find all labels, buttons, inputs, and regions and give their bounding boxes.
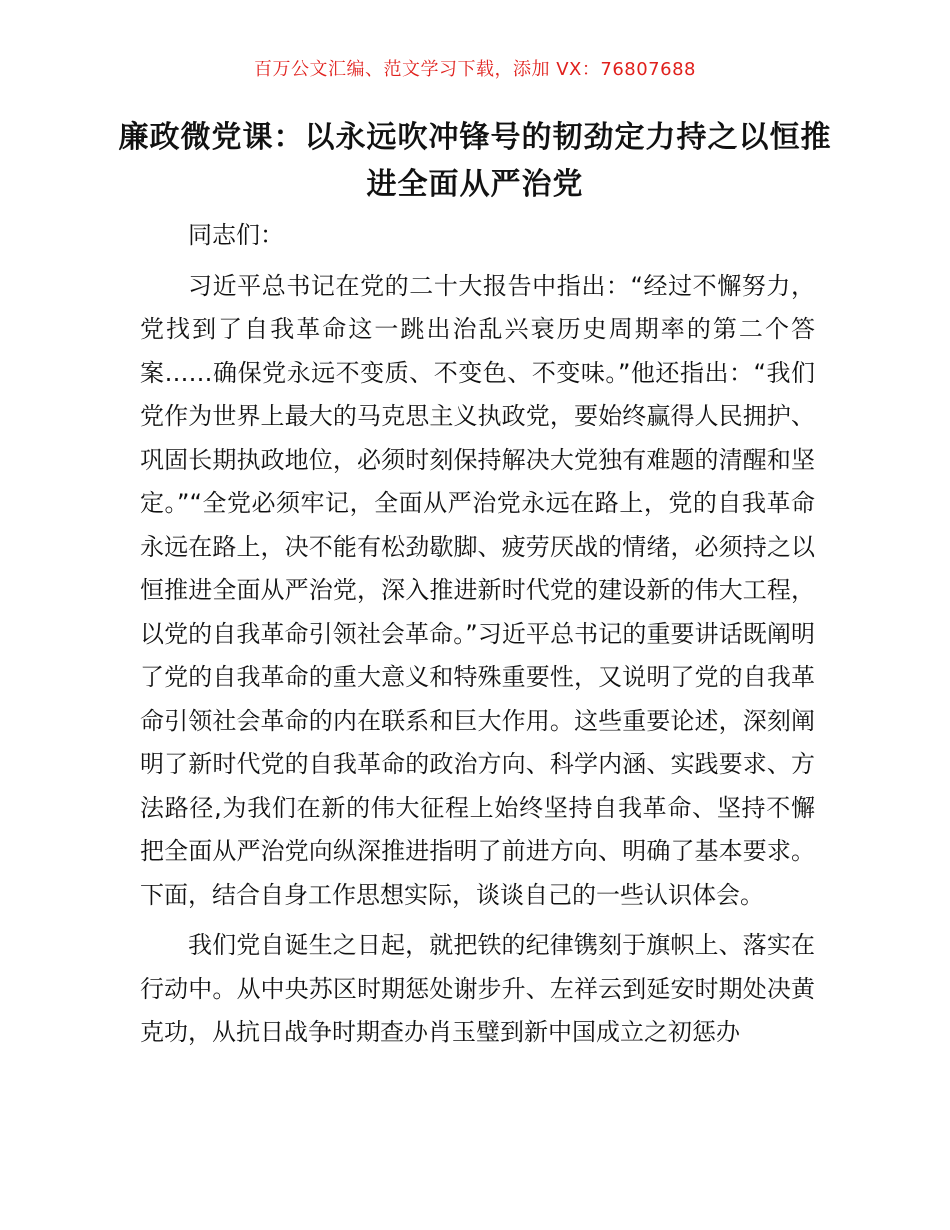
salutation: 同志们： bbox=[188, 221, 284, 249]
document-title: 廉政微党课：以永远吹冲锋号的韧劲定力持之以恒推进全面从严治党 bbox=[118, 120, 832, 202]
body-paragraph-1: 习近平总书记在党的二十大报告中指出：“经过不懈努力，党找到了自我革命这一跳出治乱兴衰历史周期率的第二个答案……确保党永远不变质、不变色、不变味。”他还指出：“我们党作为世界上最大的马克思主义执政党，要始终赢得人民拥护、巩固长期执政地位，必须时刻保持解决大党独有难题的清醒和坚定。”“全党必须牢记，全面从严治党永远在路上，党的自我革命永远在路上，决不能有松劲歇脚、疲劳厌战的情绪，必须持之以恒推进全面从严治党，深入推进新时代党的建设新的伟大工程，以党的自我革命引领社会革命。”习近平总书记的重要讲话既阐明了党的自我革命的重大意义和特殊重要性，又说明了党的自我革命引领社会革命的内在联系和巨大作用。这些重要论述，深刻阐明了新时代党的自我革命的政治方向、科学内涵、实践要求、方法路径,为我们在新的伟大征程上始终坚持自我革命、坚持不懈把全面从严治党向纵深推进指明了前进方向、明确了基本要求。下面，结合自身工作思想实际，谈谈自己的一些认识体会。 bbox=[140, 271, 815, 909]
body-paragraph-2: 我们党自诞生之日起，就把铁的纪律镌刻于旗帜上、落实在行动中。从中央苏区时期惩处谢步升、左祥云到延安时期处决黄克功，从抗日战争时期查办肖玉璧到新中国成立之初惩办 bbox=[140, 931, 815, 1046]
header-note: 百万公文汇编、范文学习下载，添加 VX：76807688 bbox=[254, 59, 696, 80]
document-body bbox=[140, 214, 815, 1055]
